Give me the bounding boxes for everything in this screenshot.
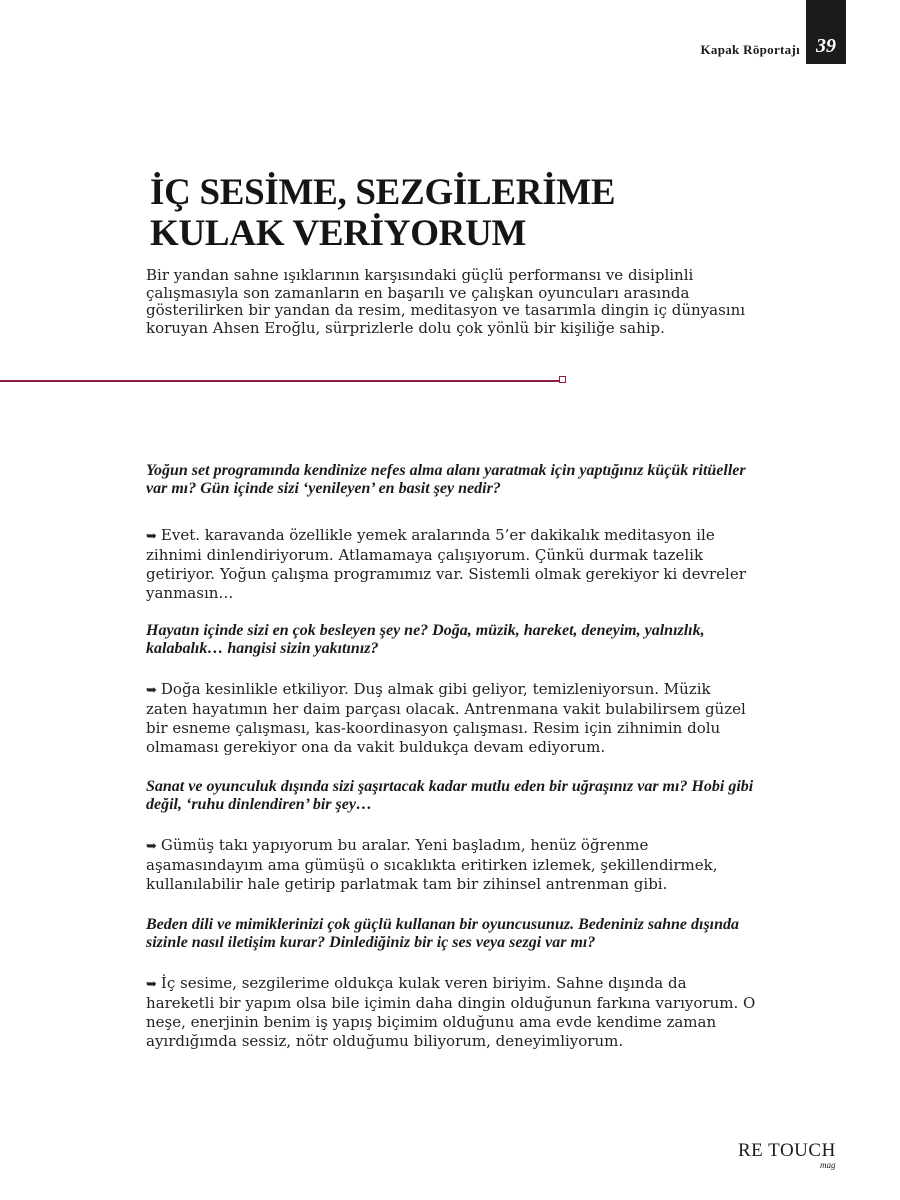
answer-text: Doğa kesinlikle etkiliyor. Duş almak gibi geliyor, temizleniyorsun. Müzik zaten hayatımın her daim parçası olacak. Antrenmana vakit bulabilirsem güzel bir esneme çalışması, kas-koordinasyon çalışması. Resim için zihnimin dolu olmaması gerekiyor ona da vakit buldukça devam ediyorum. bbox=[146, 680, 746, 756]
article-lede: Bir yandan sahne ışıklarının karşısındaki güçlü performansı ve disiplinli çalışmasıyla son zamanların en başarılı ve çalışkan oyuncuları arasında gösterilirken bir yandan da resim, meditasyon ve tasarımla dingin iç dünyasını koruyan Ahsen Eroğlu, sürprizlerle dolu çok yönlü bir kişiliğe sahip. bbox=[146, 266, 746, 337]
answer-text: İç sesime, sezgilerime oldukça kulak veren biriyim. Sahne dışında da hareketli bir yapım olsa bile içimin daha dingin olduğunun farkına varıyorum. O neşe, enerjinin benim iş yapış biçimim olduğunu ama evde kendime zaman ayırdığımda sessiz, nötr olduğumu biliyorum, deneyimliyorum. bbox=[146, 974, 756, 1050]
question-text: Yoğun set programında kendinize nefes alma alanı yaratmak için yaptığınız küçük ritüeller var mı? Gün içinde sizi ‘yenileyen’ en basit şey nedir? bbox=[146, 462, 746, 497]
arrow-icon: ➥ bbox=[146, 977, 157, 992]
arrow-icon: ➥ bbox=[146, 529, 157, 544]
page-number-tab bbox=[806, 0, 846, 64]
question-text: Beden dili ve mimiklerinizi çok güçlü kullanan bir oyuncusunuz. Bedeniniz sahne dışında sizinle nasıl iletişim kurar? Dinlediğiniz bir iç ses veya sezgi var mı? bbox=[146, 916, 740, 951]
magazine-logo: RE TOUCH bbox=[738, 1140, 836, 1161]
article-title bbox=[150, 172, 770, 254]
page-number: 39 bbox=[816, 35, 836, 57]
answer-text: Gümüş takı yapıyorum bu aralar. Yeni başladım, henüz öğrenme aşamasındayım ama gümüşü o sıcaklıkta eritirken izlemek, şekillendirmek, kullanılabilir hale getirip parlatmak tam bir zihinsel antrenman gibi. bbox=[146, 836, 718, 893]
divider-end-square bbox=[559, 376, 566, 383]
qa-block bbox=[146, 622, 756, 757]
qa-block bbox=[146, 916, 756, 1051]
answer-text: Evet. karavanda özellikle yemek aralarında 5’er dakikalık meditasyon ile zihnimi dinlendiriyorum. Atlamamaya çalışıyorum. Çünkü durmak tazelik getiriyor. Yoğun çalışma programımız var. Sistemli olmak gerekiyor ki devreler yanmasın… bbox=[146, 526, 746, 602]
section-label: Kapak Röportajı bbox=[700, 42, 800, 57]
qa-block bbox=[146, 778, 756, 894]
answer-paragraph bbox=[146, 974, 756, 1051]
question-text: Hayatın içinde sizi en çok besleyen şey ne? Doğa, müzik, hareket, deneyim, yalnızlık, kalabalık… hangisi sizin yakıtınız? bbox=[146, 622, 705, 657]
arrow-icon: ➥ bbox=[146, 839, 157, 854]
divider-rule bbox=[0, 380, 560, 382]
answer-paragraph bbox=[146, 836, 756, 894]
qa-block bbox=[146, 462, 756, 603]
magazine-logo-sub: mag bbox=[820, 1160, 836, 1170]
title-line-2: KULAK VERİYORUM bbox=[150, 213, 527, 254]
answer-paragraph bbox=[146, 680, 756, 757]
arrow-icon: ➥ bbox=[146, 683, 157, 698]
question-text: Sanat ve oyunculuk dışında sizi şaşırtacak kadar mutlu eden bir uğraşınız var mı? Hobi gibi değil, ‘ruhu dinlendiren’ bir şey… bbox=[146, 778, 754, 813]
title-line-1: İÇ SESİME, SEZGİLERİME bbox=[150, 172, 616, 213]
answer-paragraph bbox=[146, 526, 756, 603]
